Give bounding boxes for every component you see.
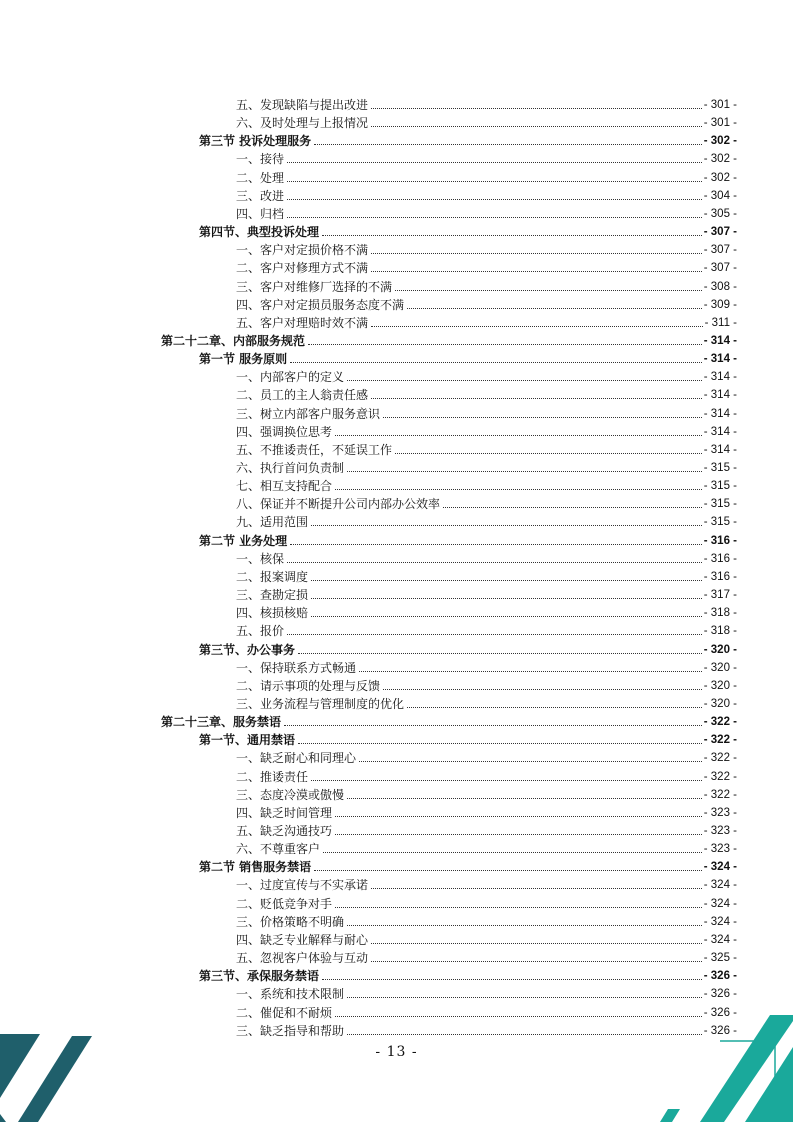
toc-entry-page: - 326 - xyxy=(703,988,737,1001)
toc-entry-page: - 323 - xyxy=(703,825,737,837)
toc-entry-page: - 323 - xyxy=(703,806,737,819)
toc-entry-page: - 316 - xyxy=(703,570,737,583)
dot-leader xyxy=(395,290,702,291)
toc-entry-title: 第一节 服务原则 xyxy=(199,352,288,367)
toc-entry-title: 二、贬低竞争对手 xyxy=(236,896,333,911)
dot-leader xyxy=(335,435,702,436)
toc-entry-title: 三、树立内部客户服务意识 xyxy=(236,406,381,421)
dot-leader xyxy=(287,562,702,563)
dot-leader xyxy=(290,544,702,545)
toc-entry-title: 三、业务流程与管理制度的优化 xyxy=(236,696,405,711)
toc-entry-title: 四、强调换位思考 xyxy=(236,424,333,439)
toc-entry-title: 六、不尊重客户 xyxy=(236,842,321,857)
toc-item-entry[interactable] xyxy=(236,566,737,584)
toc-entry-page: - 311 - xyxy=(704,316,737,329)
toc-entry-title: 二、催促和不耐烦 xyxy=(236,1005,333,1020)
dot-leader xyxy=(322,979,702,980)
toc-entry-title: 八、保证并不断提升公司内部办公效率 xyxy=(236,497,441,512)
toc-entry-page: - 322 - xyxy=(703,734,737,747)
toc-entry-title: 一、客户对定损价格不满 xyxy=(236,243,369,258)
toc-item-entry[interactable] xyxy=(236,457,737,475)
corner-decoration-right xyxy=(660,1015,793,1122)
toc-entry-page: - 314 - xyxy=(703,389,737,402)
toc-item-entry[interactable] xyxy=(236,657,737,675)
toc-entry-title: 三、改进 xyxy=(236,188,285,203)
toc-item-entry[interactable] xyxy=(236,185,737,203)
dot-leader xyxy=(311,616,702,617)
toc-entry-title: 四、归档 xyxy=(236,206,285,221)
toc-item-entry[interactable] xyxy=(236,929,737,947)
toc-entry-page: - 320 - xyxy=(703,643,737,656)
toc-entry-page: - 315 - xyxy=(703,516,737,529)
dot-leader xyxy=(298,743,702,744)
toc-entry-page: - 315 - xyxy=(703,462,737,474)
dot-leader xyxy=(308,344,702,345)
toc-item-entry[interactable] xyxy=(236,493,737,511)
toc-entry-title: 五、忽视客户体验与互动 xyxy=(236,951,369,966)
toc-item-entry[interactable] xyxy=(236,838,737,856)
toc-entry-page: - 309 - xyxy=(703,298,737,311)
toc-entry-title: 第二节 销售服务禁语 xyxy=(199,860,312,875)
dot-leader xyxy=(335,907,702,908)
toc-item-entry[interactable] xyxy=(236,802,737,820)
toc-entry-title: 第三节、办公事务 xyxy=(199,642,296,657)
dot-leader xyxy=(311,780,702,781)
toc-item-entry[interactable] xyxy=(236,784,737,802)
toc-item-entry[interactable] xyxy=(236,947,737,965)
toc-item-entry[interactable] xyxy=(236,312,737,330)
toc-entry-page: - 314 - xyxy=(703,443,737,456)
toc-item-entry[interactable] xyxy=(236,276,737,294)
toc-entry-page: - 315 - xyxy=(703,498,737,511)
toc-section-entry[interactable] xyxy=(199,856,737,874)
toc-chapter-entry[interactable] xyxy=(161,330,737,348)
toc-entry-title: 四、缺乏专业解释与耐心 xyxy=(236,932,369,947)
toc-item-entry[interactable] xyxy=(236,439,737,457)
toc-entry-title: 一、保持联系方式畅通 xyxy=(236,660,357,675)
toc-entry-title: 五、报价 xyxy=(236,624,285,639)
toc-item-entry[interactable] xyxy=(236,983,737,1001)
toc-entry-title: 七、相互支持配合 xyxy=(236,479,333,494)
toc-entry-page: - 302 - xyxy=(703,153,737,166)
toc-entry-page: - 324 - xyxy=(703,861,737,874)
dot-leader xyxy=(371,253,702,254)
dot-leader xyxy=(371,126,702,127)
dot-leader xyxy=(347,798,702,799)
dot-leader xyxy=(335,1016,702,1017)
toc-entry-page: - 323 - xyxy=(703,843,737,856)
toc-entry-page: - 322 - xyxy=(703,770,737,783)
dot-leader xyxy=(287,162,702,163)
toc-entry-page: - 314 - xyxy=(703,371,737,384)
dot-leader xyxy=(323,852,702,853)
toc-item-entry[interactable] xyxy=(236,511,737,529)
toc-item-entry[interactable] xyxy=(236,584,737,602)
toc-entry-page: - 324 - xyxy=(703,933,737,946)
toc-item-entry[interactable] xyxy=(236,167,737,185)
toc-entry-page: - 305 - xyxy=(703,207,737,220)
toc-entry-page: - 316 - xyxy=(703,534,737,547)
toc-entry-page: - 318 - xyxy=(703,607,737,620)
dot-leader xyxy=(371,961,702,962)
dot-leader xyxy=(290,362,702,363)
dot-leader xyxy=(383,689,702,690)
toc-entry-title: 第四节、典型投诉处理 xyxy=(199,225,320,240)
dot-leader xyxy=(311,525,702,526)
dot-leader xyxy=(335,489,702,490)
toc-entry-title: 一、系统和技术限制 xyxy=(236,987,345,1002)
dot-leader xyxy=(371,943,702,944)
toc-entry-page: - 324 - xyxy=(703,879,737,892)
dot-leader xyxy=(287,634,702,635)
toc-section-entry[interactable] xyxy=(199,639,737,657)
toc-entry-title: 一、接待 xyxy=(236,152,285,167)
dot-leader xyxy=(287,181,702,182)
toc-item-entry[interactable] xyxy=(236,294,737,312)
toc-item-entry[interactable] xyxy=(236,112,737,130)
toc-entry-title: 五、不推诿责任，不延误工作 xyxy=(236,442,393,457)
dot-leader xyxy=(335,816,702,817)
toc-entry-page: - 326 - xyxy=(703,970,737,983)
toc-item-entry[interactable] xyxy=(236,403,737,421)
toc-item-entry[interactable] xyxy=(236,911,737,929)
toc-section-entry[interactable] xyxy=(199,130,737,148)
toc-entry-title: 四、缺乏时间管理 xyxy=(236,805,333,820)
toc-entry-title: 四、客户对定损员服务态度不满 xyxy=(236,297,405,312)
toc-item-entry[interactable] xyxy=(236,366,737,384)
dot-leader xyxy=(443,507,702,508)
dot-leader xyxy=(322,235,702,236)
toc-entry-title: 二、推诿责任 xyxy=(236,769,309,784)
dot-leader xyxy=(359,761,702,762)
dot-leader xyxy=(284,725,702,726)
toc-entry-page: - 301 - xyxy=(703,99,737,111)
dot-leader xyxy=(395,453,702,454)
dot-leader xyxy=(407,707,702,708)
toc-entry-page: - 322 - xyxy=(703,752,737,765)
dot-leader xyxy=(371,888,702,889)
toc-entry-title: 第三节 投诉处理服务 xyxy=(199,134,312,149)
toc-entry-page: - 301 - xyxy=(703,117,737,130)
toc-entry-page: - 316 - xyxy=(703,552,737,565)
toc-entry-title: 二、客户对修理方式不满 xyxy=(236,261,369,276)
toc-entry-title: 三、缺乏指导和帮助 xyxy=(236,1023,345,1038)
toc-entry-page: - 326 - xyxy=(703,1006,737,1019)
toc-entry-page: - 307 - xyxy=(703,226,737,239)
toc-entry-page: - 315 - xyxy=(703,480,737,493)
dot-leader xyxy=(347,925,702,926)
toc-item-entry[interactable] xyxy=(236,548,737,566)
toc-entry-title: 九、适用范围 xyxy=(236,515,309,530)
toc-entry-page: - 307 - xyxy=(703,244,737,257)
toc-entry-title: 五、客户对理赔时效不满 xyxy=(236,315,369,330)
dot-leader xyxy=(347,380,702,381)
toc-entry-title: 六、及时处理与上报情况 xyxy=(236,116,369,131)
toc-entry-page: - 326 - xyxy=(703,1024,737,1037)
toc-entry-page: - 322 - xyxy=(703,716,737,729)
toc-item-entry[interactable] xyxy=(236,620,737,638)
toc-entry-title: 一、过度宣传与不实承诺 xyxy=(236,878,369,893)
dot-leader xyxy=(314,870,702,871)
toc-section-entry[interactable] xyxy=(199,348,737,366)
toc-entry-page: - 320 - xyxy=(703,697,737,710)
dot-leader xyxy=(311,580,702,581)
dot-leader xyxy=(359,671,702,672)
toc-entry-page: - 324 - xyxy=(703,915,737,928)
toc-item-entry[interactable] xyxy=(236,203,737,221)
toc-entry-page: - 317 - xyxy=(703,589,737,602)
toc-item-entry[interactable] xyxy=(236,421,737,439)
toc-entry-page: - 318 - xyxy=(703,625,737,638)
dot-leader xyxy=(298,653,702,654)
toc-item-entry[interactable] xyxy=(236,874,737,892)
toc-entry-page: - 314 - xyxy=(703,334,737,347)
toc-entry-title: 二、报案调度 xyxy=(236,569,309,584)
dot-leader xyxy=(407,308,702,309)
toc-entry-title: 五、发现缺陷与提出改进 xyxy=(236,98,369,112)
toc-entry-page: - 324 - xyxy=(703,897,737,910)
toc-entry-title: 一、缺乏耐心和同理心 xyxy=(236,751,357,766)
dot-leader xyxy=(347,997,702,998)
page-number: - 13 - xyxy=(375,1044,418,1060)
dot-leader xyxy=(371,271,702,272)
dot-leader xyxy=(347,471,702,472)
toc-section-entry[interactable] xyxy=(199,729,737,747)
dot-leader xyxy=(347,1034,702,1035)
toc-section-entry[interactable] xyxy=(199,965,737,983)
toc-item-entry[interactable] xyxy=(236,239,737,257)
toc-item-entry[interactable] xyxy=(236,475,737,493)
dot-leader xyxy=(311,598,702,599)
toc-entry-title: 三、查勘定损 xyxy=(236,588,309,603)
toc-chapter-entry[interactable] xyxy=(161,711,737,729)
toc-entry-page: - 302 - xyxy=(703,171,737,184)
toc-item-entry[interactable] xyxy=(236,384,737,402)
toc-entry-page: - 325 - xyxy=(703,952,737,965)
toc-entry-title: 四、核损核赔 xyxy=(236,606,309,621)
toc-item-entry[interactable] xyxy=(236,148,737,166)
toc-item-entry[interactable] xyxy=(236,94,737,112)
toc-item-entry[interactable] xyxy=(236,602,737,620)
toc-entry-page: - 307 - xyxy=(703,262,737,275)
dot-leader xyxy=(335,834,702,835)
toc-entry-title: 第二十三章、服务禁语 xyxy=(161,715,282,730)
toc-item-entry[interactable] xyxy=(236,893,737,911)
toc-section-entry[interactable] xyxy=(199,221,737,239)
toc-entry-page: - 320 - xyxy=(703,679,737,692)
dot-leader xyxy=(371,398,702,399)
toc-entry-page: - 314 - xyxy=(703,407,737,420)
dot-leader xyxy=(371,108,702,109)
toc-section-entry[interactable] xyxy=(199,530,737,548)
toc-entry-title: 一、核保 xyxy=(236,551,285,566)
toc-item-entry[interactable] xyxy=(236,820,737,838)
toc-entry-title: 二、处理 xyxy=(236,170,285,185)
toc-entry-title: 二、员工的主人翁责任感 xyxy=(236,388,369,403)
corner-decoration-left xyxy=(0,1028,100,1122)
toc-entry-title: 三、客户对维修厂选择的不满 xyxy=(236,279,393,294)
toc-entry-page: - 320 - xyxy=(703,661,737,674)
dot-leader xyxy=(287,199,702,200)
toc-entry-page: - 322 - xyxy=(703,788,737,801)
toc-entry-page: - 308 - xyxy=(703,280,737,293)
toc-entry-title: 第二十二章、内部服务规范 xyxy=(161,333,306,348)
toc-entry-title: 六、执行首问负责制 xyxy=(236,461,345,475)
toc-entry-title: 第二节 业务处理 xyxy=(199,533,288,548)
toc-entry-title: 二、请示事项的处理与反馈 xyxy=(236,678,381,693)
dot-leader xyxy=(383,417,702,418)
dot-leader xyxy=(371,326,703,327)
toc-entry-title: 一、内部客户的定义 xyxy=(236,370,345,385)
toc-item-entry[interactable] xyxy=(236,693,737,711)
toc-entry-page: - 304 - xyxy=(703,189,737,202)
toc-item-entry[interactable] xyxy=(236,675,737,693)
toc-entry-page: - 314 - xyxy=(703,353,737,366)
dot-leader xyxy=(287,217,702,218)
toc-item-entry[interactable] xyxy=(236,257,737,275)
toc-item-entry[interactable] xyxy=(236,747,737,765)
toc-entry-title: 三、态度冷漠或傲慢 xyxy=(236,787,345,802)
toc-entry-title: 第一节、通用禁语 xyxy=(199,733,296,748)
toc-entry-page: - 314 - xyxy=(703,425,737,438)
dot-leader xyxy=(314,144,702,145)
toc-entry-page: - 302 - xyxy=(703,135,737,148)
toc-entry-title: 三、价格策略不明确 xyxy=(236,914,345,929)
toc-item-entry[interactable] xyxy=(236,766,737,784)
toc-entry-title: 五、缺乏沟通技巧 xyxy=(236,824,333,838)
toc-entry-title: 第三节、承保服务禁语 xyxy=(199,969,320,984)
